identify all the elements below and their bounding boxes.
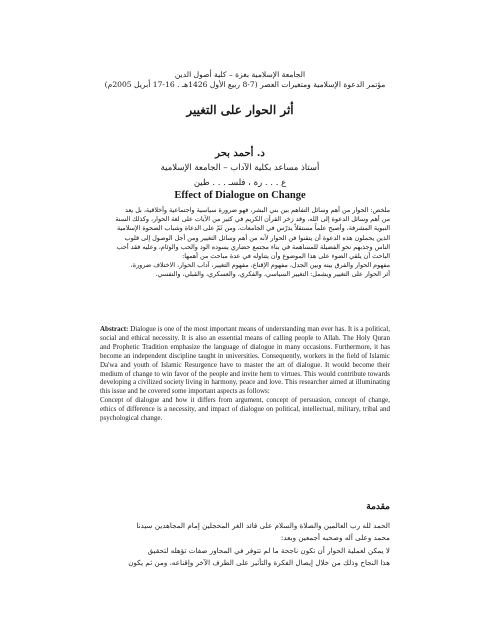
arabic-abstract-line: النبوية المشرفة، وأصبح علماً مستقلاً يدرّس في الجامعات، ومن ثَمّ على الدعاة وشباب الصحوة الإسلامية (116, 224, 390, 233)
arabic-abstract-line: من أهم وسائل الدعوة إلى الله، وقد زخر القرآن الكريم في كثير من الآيات على لغة الحوار، وكذلك السنة (115, 215, 390, 224)
arabic-abstract-line: أثر الحوار على التغيير ويشمل: التغيير السياسي، والفكري، والعسكري، والقبلي، والنفسي. (155, 270, 390, 279)
arabic-abstract-line: ملخص: الحوار من أهم وسائل التفاهم بين بني البشر، فهو ضرورة سياسية واجتماعية وأخلاقية، بل يعد (124, 206, 390, 214)
introduction-body (80, 520, 390, 570)
body-paragraph: هذا النجاح وذلك من خلال إيصال الفكرة والتأثير على الطرف الآخر وإقناعه، ومن ثم يكون (128, 558, 390, 568)
arabic-abstract-line: الباحث أن يلقي الضوء على هذا الموضوع وأن يتناوله في عدة مباحث من أهمها: (182, 252, 390, 261)
abstract-tail: Concept of dialogue and how it differs from argument, concept of persuasion, concept of change, ethics of difference is a necessity, and impact of dialogue on political, intellectual, military, tribal and psychological change. (100, 396, 390, 423)
introduction-heading: مقدمة (366, 502, 390, 512)
abstract-label: Abstract: (100, 325, 129, 333)
arabic-abstract-line: مفهوم الحوار والفرق بينه وبين الجدل، مفهوم الإقناع، مفهوم التغيير، آداب الحوار، الاختلاف ضرورة، (130, 261, 390, 270)
author-name: د. أحمد بحر (215, 148, 265, 159)
body-paragraph: الحمد لله رب العالمين والصلاة والسلام على قائد الغر المحجلين إمام المجاهدين سيدنا (136, 521, 390, 530)
arabic-abstract-line: الذين يحملون هذه الدعوة أن يتقنوا فن الحوار لأنه من أهم وسائل التغيير ومن أجل الوصول إلى قلوب (124, 233, 390, 242)
conference-line: مؤتمر الدعوة الإسلامية ومتغيرات العصر (7-8 ربيع الأول 1426هـ . 16-17 أبريل 2005م) (104, 80, 386, 89)
university-line: الجامعة الإسلامية بغزة – كلية أصول الدين (174, 70, 306, 79)
author-contact: ع . . . رة ، فلسـ . . . طين (193, 178, 287, 188)
arabic-abstract-line: الناس وجذبهم نحو الفضيلة للمساهمة في بناء مجتمع حضاري يسوده الود والحب والوئام، وعليه فقد أحب (116, 242, 390, 251)
english-abstract (100, 325, 390, 423)
body-paragraph: محمد وعلى آله وصحبه أجمعين وبعد: (280, 533, 390, 543)
abstract-text: Dialogue is one of the most important means of understanding man ever has. It is a political, social and ethical necessity. It is also an essential means of calling people to Allah. The Holy Quran and Prophetic Tradition emphasize the language of dialogue in many occasions. Furthermore, it has become an independent discipline taught in universities. Consequently, workers in the field of Islamic Da'wa and youth of Islamic Resurgence have to master the art of dialogue. It would become their medium of change to win favor of the people and invite hem to virtues. This would contribute towards developing a civilized society living in harmony, peace and love. This researcher aimed at illuminating this issue and he covered some important aspects as follows: (100, 325, 390, 396)
author-position: أستاذ مساعد بكلية الآداب – الجامعة الإسلامية (160, 163, 320, 173)
english-title: Effect of Dialogue on Change (174, 190, 306, 201)
body-paragraph: لا يمكن لعملية الحوار أن تكون ناجحة ما لم تتوفر في المحاور صفات تؤهله لتحقيق (147, 545, 390, 555)
arabic-abstract (98, 206, 390, 280)
arabic-title: أثر الحوار على التغيير (186, 103, 294, 117)
